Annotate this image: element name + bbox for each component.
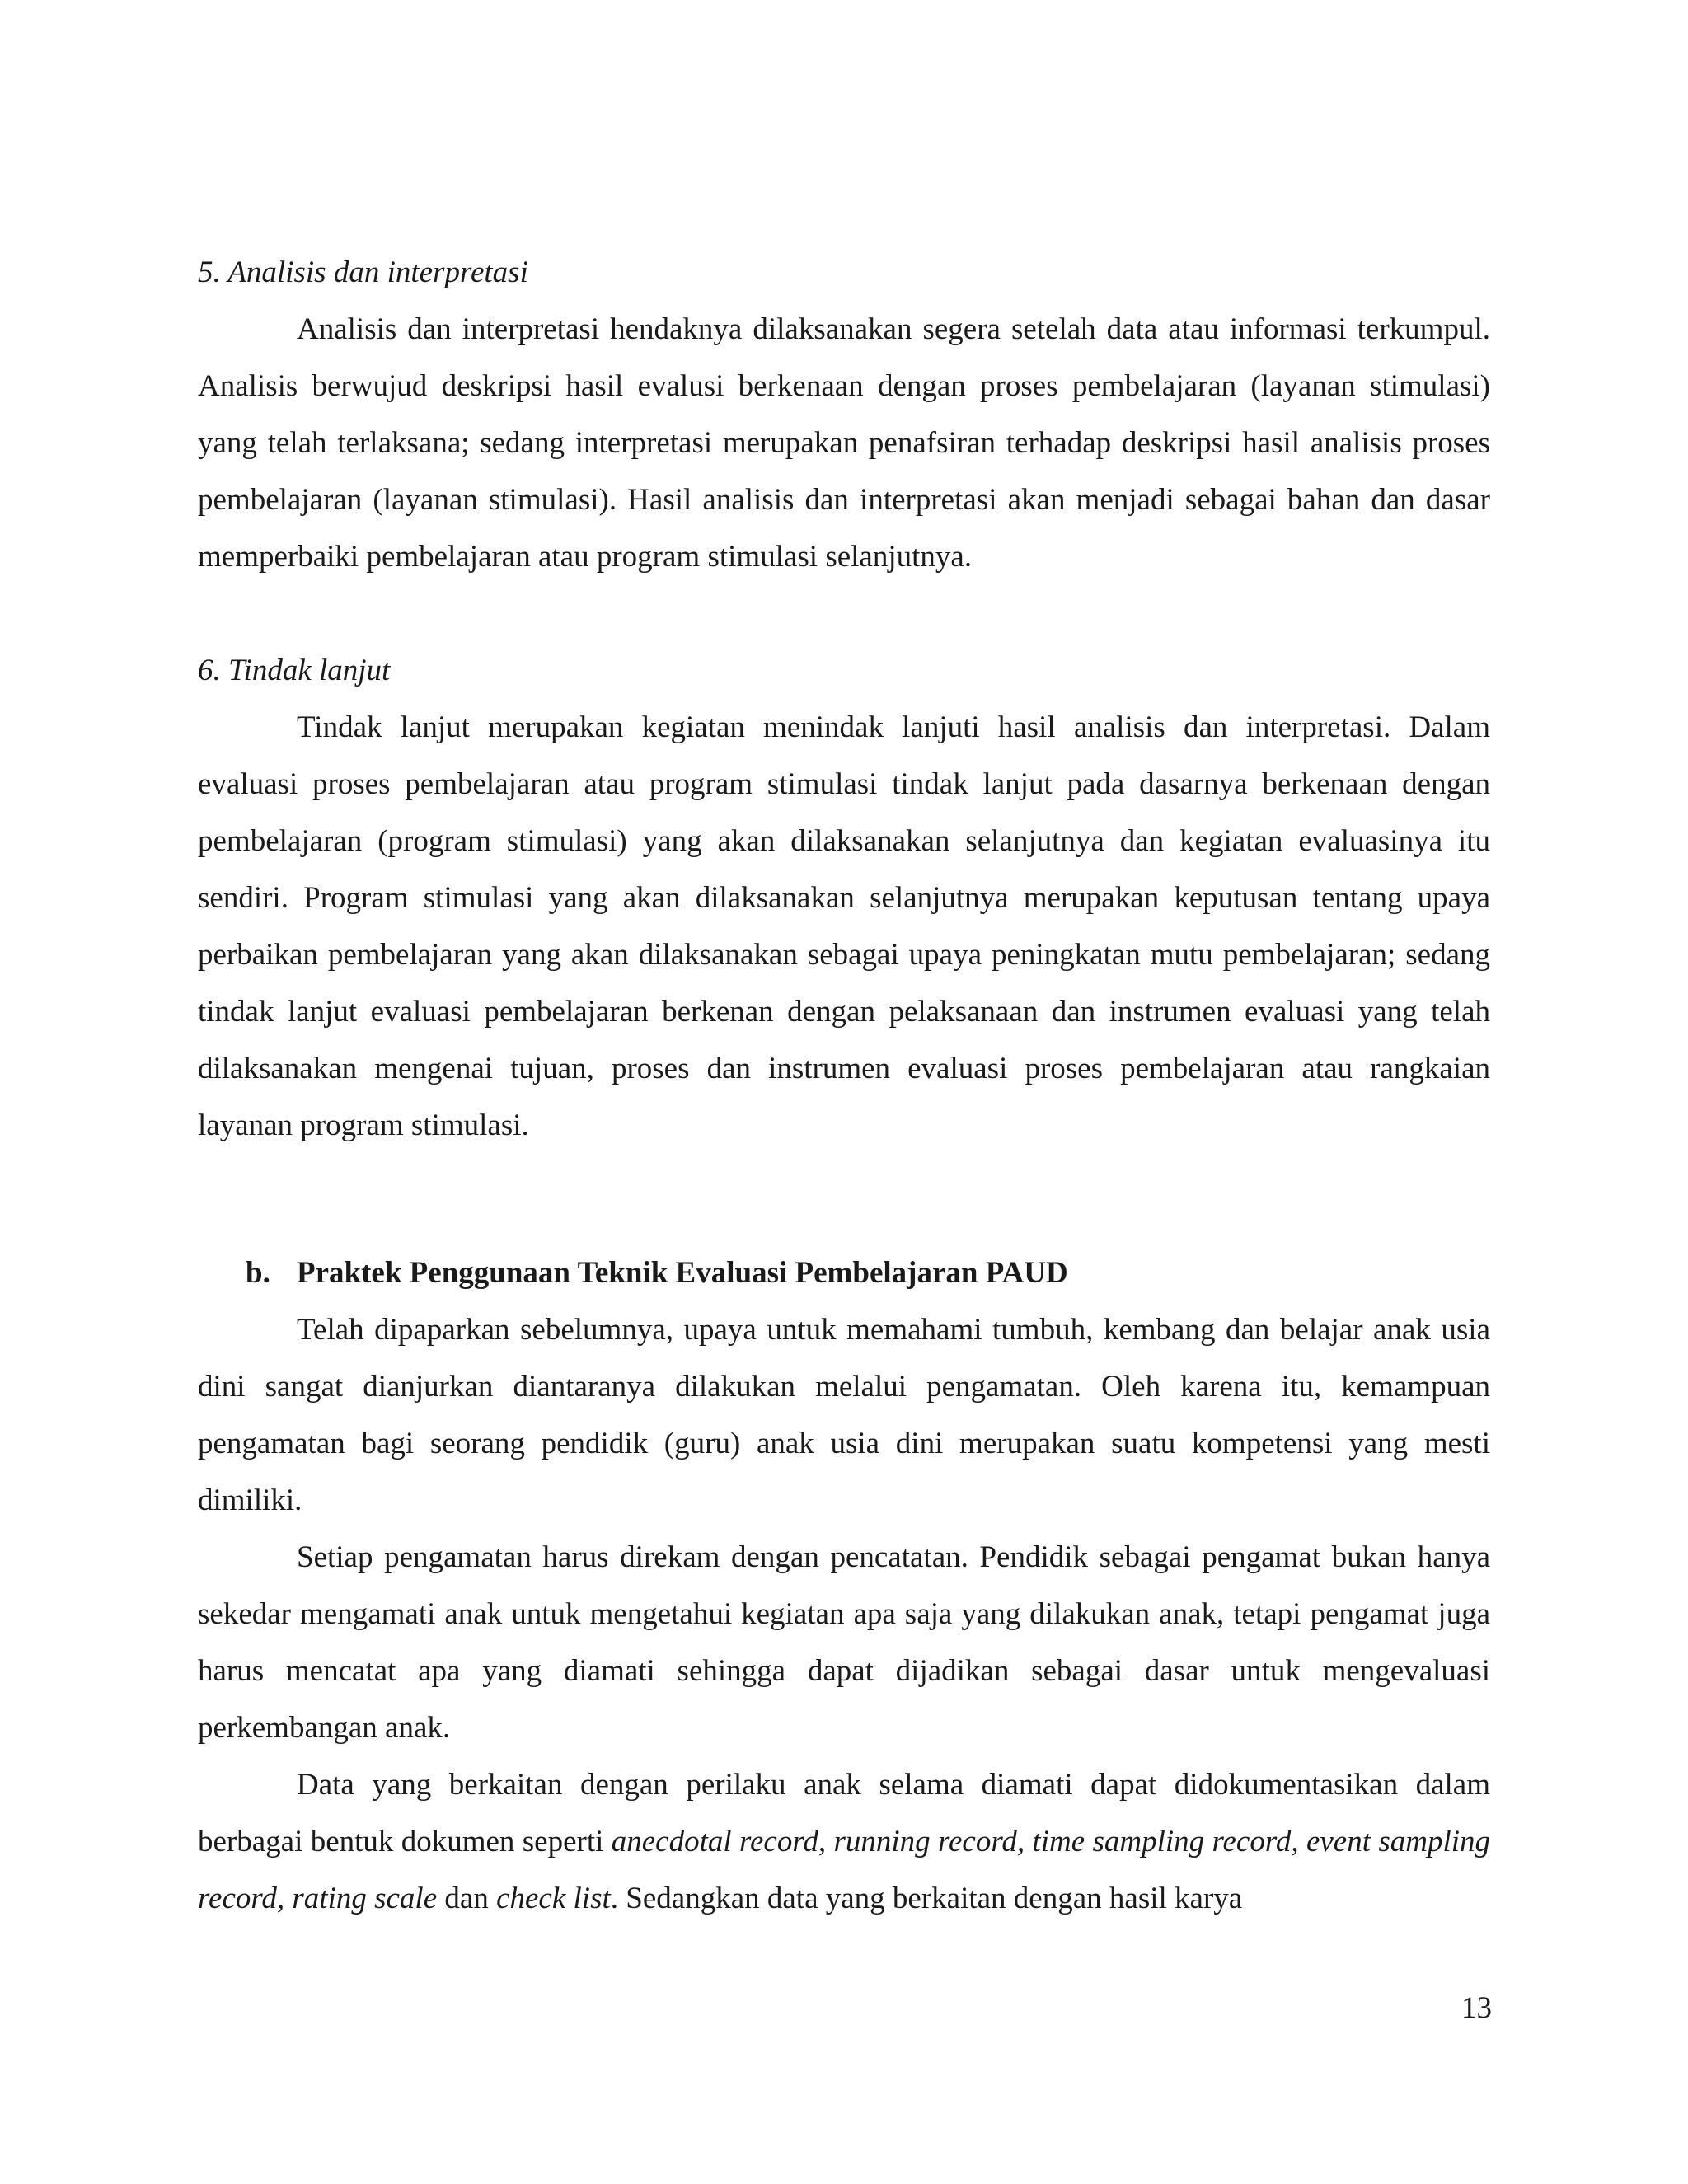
document-page [198,244,1490,1927]
page-number: 13 [1461,1991,1492,2025]
para3-italic-3: check list [496,1882,611,1915]
para3-text-4: . Sedangkan data yang berkaitan dengan hasil karya [610,1882,1243,1915]
section-b-paragraph-2: Setiap pengamatan harus direkam dengan pencatatan. Pendidik sebagai pengamat bukan hanya sekedar mengamati anak untuk mengetahui kegiatan apa saja yang dilakukan anak, tetapi pengamat juga harus mencatat apa yang diamati sehingga dapat dijadikan sebagai dasar untuk mengevaluasi perkembangan anak. [198,1540,1490,1745]
section-5-heading: 5. Analisis dan interpretasi [198,255,528,289]
section-6-paragraph: Tindak lanjut merupakan kegiatan menindak lanjuti hasil analisis dan interpretasi. Dalam evaluasi proses pembelajaran atau program stimulasi tindak lanjut pada dasarnya berkenaan dengan pembelajaran (program stimulasi) yang akan dilaksanakan selanjutnya dan kegiatan evaluasinya itu sendiri. Program stimulasi yang akan dilaksanakan selanjutnya merupakan keputusan tentang upaya perbaikan pembelajaran yang akan dilaksanakan sebagai upaya peningkatan mutu pembelajaran; sedang tindak lanjut evaluasi pembelajaran berkenan dengan pelaksanaan dan instrumen evaluasi yang telah dilaksanakan mengenai tujuan, proses dan instrumen evaluasi proses pembelajaran atau rangkaian layanan program stimulasi. [198,710,1490,1142]
para3-text-1: Data yang berkaitan dengan perilaku anak selama diamati dapat didokumentasikan dalam berbagai bentuk dokumen seperti [198,1768,1490,1858]
section-6-heading: 6. Tindak lanjut [198,654,391,687]
section-b-heading [198,1244,1490,1301]
section-b-marker: b. [246,1256,270,1290]
para3-italic-2: running record, time sampling record, event sampling record, rating scale [198,1825,1491,1915]
para3-text-2: , [818,1825,834,1858]
section-b-paragraph-1: Telah dipaparkan sebelumnya, upaya untuk memahami tumbuh, kembang dan belajar anak usia dini sangat dianjurkan diantaranya dilakukan melalui pengamatan. Oleh karena itu, kemampuan pengamatan bagi seorang pendidik (guru) anak usia dini merupakan suatu kompetensi yang mesti dimiliki. [198,1313,1490,1517]
section-b-paragraph-3 [198,1756,1490,1927]
section-5-paragraph: Analisis dan interpretasi hendaknya dilaksanakan segera setelah data atau informasi terkumpul. Analisis berwujud deskripsi hasil evalusi berkenaan dengan proses pembelajaran (layanan stimulasi) yang telah terlaksana; sedang interpretasi merupakan penafsiran terhadap deskripsi hasil analisis proses pembelajaran (layanan stimulasi). Hasil analisis dan interpretasi akan menjadi sebagai bahan dan dasar memperbaiki pembelajaran atau program stimulasi selanjutnya. [198,312,1490,574]
para3-text-3: dan [437,1882,497,1915]
section-b-title: Praktek Penggunaan Teknik Evaluasi Pembelajaran PAUD [297,1256,1068,1290]
para3-italic-1: anecdotal record [611,1825,818,1858]
